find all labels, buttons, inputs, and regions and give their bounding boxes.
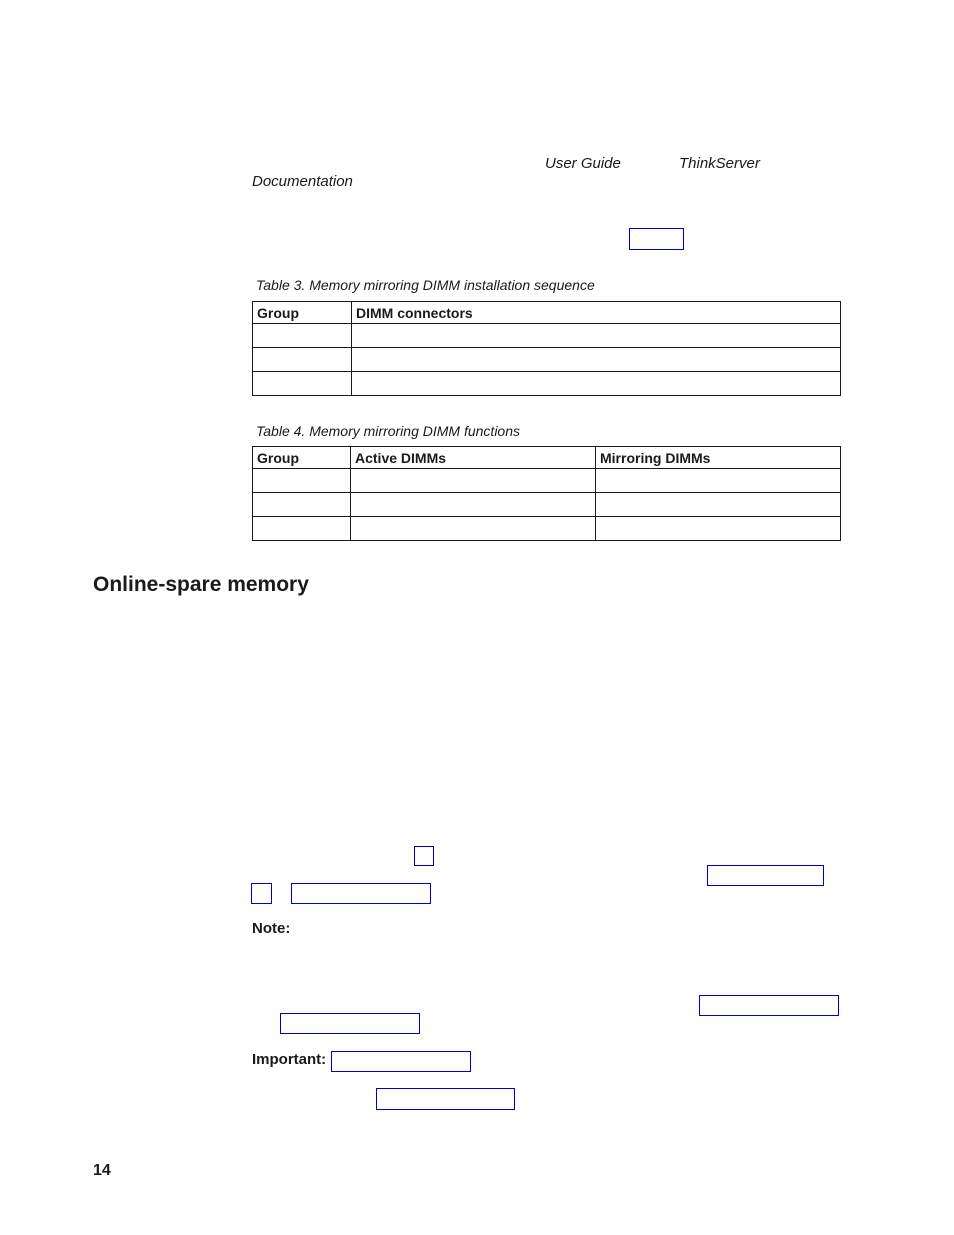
cross-reference-link[interactable] (331, 1051, 471, 1072)
important-label: Important: (252, 1051, 327, 1068)
cross-reference-link[interactable] (376, 1088, 515, 1110)
table-cell (596, 493, 841, 517)
cross-reference-link[interactable] (280, 1013, 420, 1034)
cross-reference-link[interactable] (699, 995, 839, 1016)
table-reference-link[interactable] (629, 228, 684, 250)
table-row (253, 324, 841, 348)
table4-header-mirroring-dimms: Mirroring DIMMs (596, 447, 841, 469)
table-cell (351, 493, 596, 517)
section-heading: Online-spare memory (93, 573, 309, 596)
table-header-row (253, 302, 841, 324)
user-guide-ref: User Guide (545, 155, 621, 172)
table-cell (596, 469, 841, 493)
table-header-row (253, 447, 841, 469)
table4 (252, 446, 841, 541)
table-row (253, 372, 841, 396)
table-row (253, 493, 841, 517)
table-cell (351, 469, 596, 493)
table-cell (253, 348, 352, 372)
table-cell (352, 372, 841, 396)
table3 (252, 301, 841, 396)
table-row (253, 517, 841, 541)
page-number: 14 (93, 1162, 111, 1179)
table-cell (351, 517, 596, 541)
table3-header-dimm-connectors: DIMM connectors (352, 302, 841, 324)
figure-reference-link[interactable] (414, 846, 434, 866)
cross-reference-link[interactable] (707, 865, 824, 886)
table-cell (253, 517, 351, 541)
table3-caption: Table 3. Memory mirroring DIMM installation sequence (256, 277, 595, 293)
thinkserver-ref: ThinkServer (679, 155, 760, 172)
table4-header-active-dimms: Active DIMMs (351, 447, 596, 469)
documentation-ref: Documentation (252, 173, 353, 190)
table-cell (352, 324, 841, 348)
table-cell (253, 493, 351, 517)
cross-reference-link[interactable] (291, 883, 431, 904)
table-cell (253, 372, 352, 396)
table4-header-group: Group (253, 447, 351, 469)
table-cell (253, 469, 351, 493)
table4-caption: Table 4. Memory mirroring DIMM functions (256, 423, 521, 439)
table-cell (352, 348, 841, 372)
table-cell (596, 517, 841, 541)
table-row (253, 469, 841, 493)
figure-reference-link[interactable] (251, 883, 272, 904)
note-label: Note: (252, 920, 291, 937)
table-cell (253, 324, 352, 348)
table-row (253, 348, 841, 372)
table3-header-group: Group (253, 302, 352, 324)
